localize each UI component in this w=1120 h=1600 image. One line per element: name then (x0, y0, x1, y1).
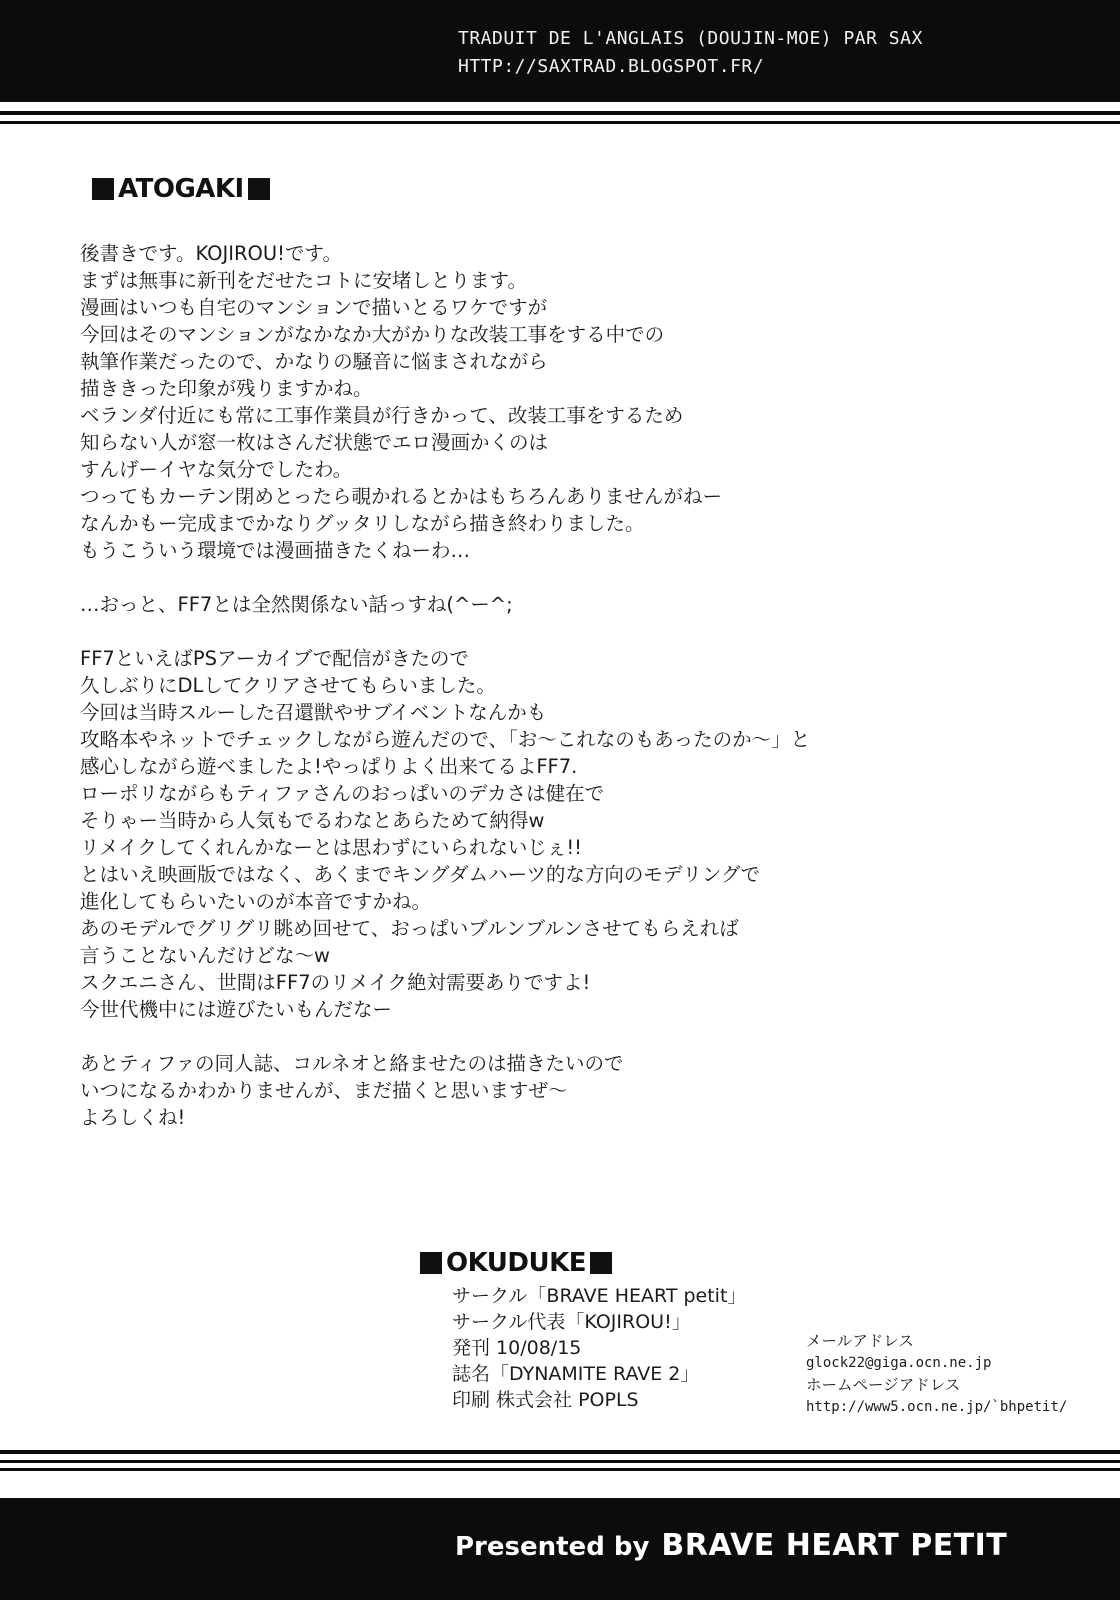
header-rule-2 (0, 121, 1120, 124)
atogaki-line: あのモデルでグリグリ眺め回せて、おっぱいブルンブルンさせてもらえれば (80, 917, 739, 940)
atogaki-line: まずは無事に新刊をだせたコトに安堵しとります。 (80, 269, 527, 292)
atogaki-line: 描ききった印象が残りますかね。 (80, 377, 373, 400)
circle-name: BRAVE HEART PETIT (661, 1528, 1008, 1563)
heading-square-icon (590, 1252, 612, 1274)
atogaki-line: ベランダ付近にも常に工事作業員が行きかって、改装工事をするため (80, 404, 684, 427)
footer-rule-1 (0, 1450, 1120, 1454)
atogaki-line: スクエニさん、世間はFF7のリメイク絶対需要ありですよ! (80, 971, 591, 994)
okuduke-heading-label: OKUDUKE (446, 1248, 587, 1278)
atogaki-line (80, 564, 820, 591)
footer-rule-2 (0, 1460, 1120, 1463)
atogaki-line: つってもカーテン閉めとったら覗かれるとかはもちろんありませんがねー (80, 485, 722, 508)
mail-label: メールアドレス (806, 1332, 914, 1350)
atogaki-heading (92, 174, 270, 204)
atogaki-line: 今回はそのマンションがなかなか大がかりな改装工事をする中での (80, 323, 665, 346)
colophon-line: 発刊 10/08/15 (452, 1337, 582, 1359)
heading-square-icon (420, 1252, 442, 1274)
homepage-label: ホームページアドレス (806, 1376, 961, 1394)
contact-info (806, 1330, 1106, 1418)
atogaki-line: 今世代機中には遊びたいもんだなー (80, 998, 393, 1021)
atogaki-line: 今回は当時スルーした召還獣やサブイベントなんかも (80, 701, 547, 724)
atogaki-line: 執筆作業だったので、かなりの騒音に悩まされながら (80, 350, 548, 373)
atogaki-line: 久しぶりにDLしてクリアさせてもらいました。 (80, 674, 496, 697)
atogaki-heading-label: ATOGAKI (118, 174, 244, 204)
atogaki-line: すんげーイヤな気分でしたわ。 (80, 458, 353, 481)
atogaki-line: いつになるかわかりませんが、まだ描くと思いますぜ～ (80, 1079, 568, 1102)
atogaki-line: よろしくね! (80, 1106, 186, 1129)
okuduke-heading (420, 1248, 612, 1278)
presented-by (455, 1528, 1007, 1563)
atogaki-line: あとティファの同人誌、コルネオと絡ませたのは描きたいので (80, 1052, 624, 1075)
atogaki-line (80, 1023, 820, 1050)
header-band (0, 0, 1120, 102)
atogaki-line: なんかもー完成までかなりグッタリしながら描き終わりました。 (80, 512, 645, 535)
atogaki-line: 知らない人が窓一枚はさんだ状態でエロ漫画かくのは (80, 431, 549, 454)
presented-by-label: Presented by (455, 1532, 650, 1562)
colophon-line: 印刷 株式会社 POPLS (452, 1389, 639, 1411)
atogaki-line: そりゃー当時から人気もでるわなとあらためて納得w (80, 809, 545, 832)
atogaki-line: 進化してもらいたいのが本音ですかね。 (80, 890, 432, 913)
heading-square-icon (248, 178, 270, 200)
homepage-url: http://www5.ocn.ne.jp/`bhpetit/ (806, 1399, 1068, 1415)
atogaki-line: 言うことないんだけどな～w (80, 944, 330, 967)
footer-rule-3 (0, 1468, 1120, 1471)
colophon-line: 誌名「DYNAMITE RAVE 2」 (452, 1363, 700, 1385)
atogaki-body (80, 240, 820, 1131)
mail-address: glock22@giga.ocn.ne.jp (806, 1355, 992, 1371)
colophon-line: サークル「BRAVE HEART petit」 (452, 1285, 747, 1307)
atogaki-line: 漫画はいつも自宅のマンションで描いとるワケですが (80, 296, 548, 319)
atogaki-line: FF7といえばPSアーカイブで配信がきたので (80, 647, 469, 670)
atogaki-line: 攻略本やネットでチェックしながら遊んだので、「お～これなのもあったのか～」と (80, 728, 811, 751)
heading-square-icon (92, 178, 114, 200)
atogaki-line: …おっと、FF7とは全然関係ない話っすね(^ー^; (80, 593, 513, 616)
translator-credit: TRADUIT DE L'ANGLAIS (DOUJIN-MOE) PAR SAX (458, 28, 923, 49)
atogaki-line (80, 618, 820, 645)
atogaki-line: とはいえ映画版ではなく、あくまでキングダムハーツ的な方向のモデリングで (80, 863, 760, 886)
atogaki-line: 感心しながら遊べましたよ!やっぱりよく出来てるよFF7. (80, 755, 578, 778)
header-rule-1 (0, 111, 1120, 115)
atogaki-line: リメイクしてくれんかなーとは思わずにいられないじぇ!! (80, 836, 582, 859)
atogaki-line: もうこういう環境では漫画描きたくねーわ… (80, 539, 471, 562)
colophon-line: サークル代表「KOJIROU!」 (452, 1311, 691, 1333)
atogaki-line: ローポリながらもティファさんのおっぱいのデカさは健在で (80, 782, 605, 805)
translator-url: HTTP://SAXTRAD.BLOGSPOT.FR/ (458, 56, 765, 77)
colophon (452, 1283, 792, 1413)
atogaki-line: 後書きです。KOJIROU!です。 (80, 242, 342, 265)
